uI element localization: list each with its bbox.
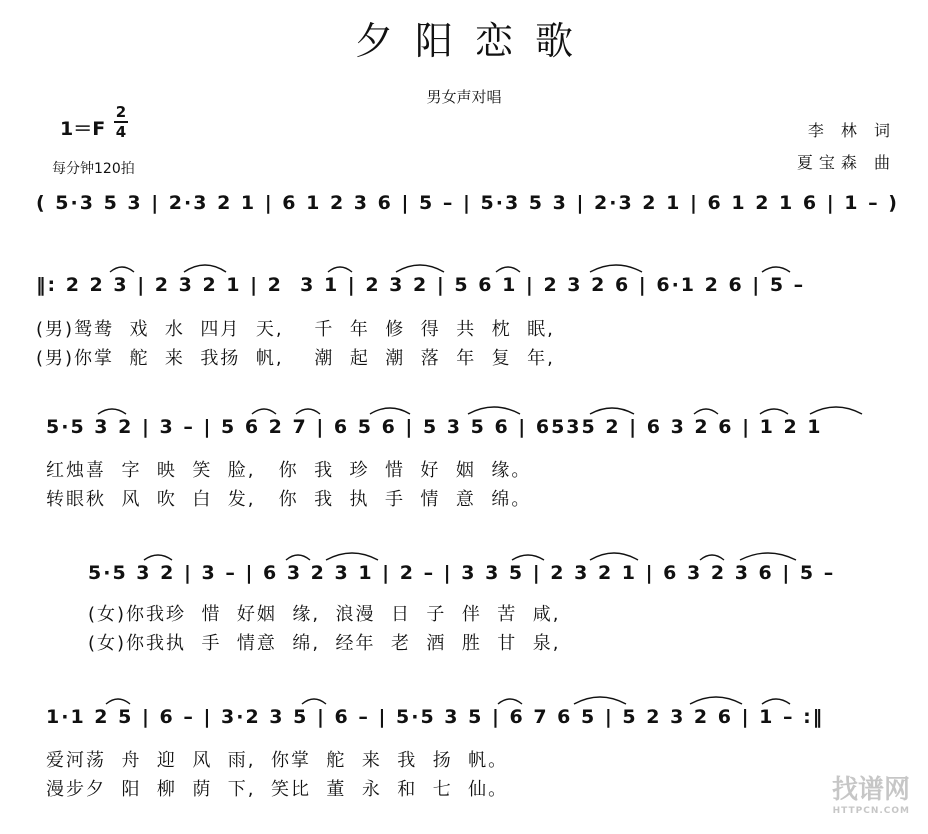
slur-arc <box>590 408 634 414</box>
slur-arc <box>370 408 410 414</box>
watermark-sub: HTTPCN.COM <box>832 806 910 816</box>
slur-arc <box>328 267 352 272</box>
song-title: 夕阳恋歌 <box>354 19 595 63</box>
system-2-lyric-1: 红烛喜 字 映 笑 脸, 你 我 珍 惜 好 姻 缘。 <box>46 460 532 481</box>
slur-arc <box>498 699 522 704</box>
slur-arc <box>496 267 520 272</box>
song-subtitle: 男女声对唱 <box>426 88 502 106</box>
tempo-marking: 每分钟120拍 <box>52 161 135 177</box>
system-3-lyric-female-2: (女)你我执 手 情意 绵, 经年 老 酒 胜 甘 泉, <box>88 633 561 654</box>
system-1-lyric-male-1: (男)鸳鸯 戏 水 四月 天, 千 年 修 得 共 枕 眠, <box>36 319 555 340</box>
system-2-notation: 5·5 3 2 | 3 – | 5 6 2 7 | 6 5 6 | 5 3 5 6 | 6535 2 | 6 3 2 6 | 1 2 1 <box>46 416 823 438</box>
slur-arc <box>396 265 444 272</box>
system-4-notation: 1·1 2 5 | 6 – | 3·2 3 5 | 6 – | 5·5 3 5 | 6 7 6 5 | 5 2 3 2 6 | 1 – :‖ <box>46 706 825 728</box>
slur-arc <box>762 699 790 704</box>
slur-arc <box>144 555 172 560</box>
system-3-notation: 5·5 3 2 | 3 – | 6 3 2 3 1 | 2 – | 3 3 5 | 2 3 2 1 | 6 3 2 3 6 | 5 – <box>88 562 836 584</box>
slur-arc <box>574 697 626 704</box>
system-4-lyric-2: 漫步夕 阳 柳 荫 下, 笑比 董 永 和 七 仙。 <box>46 779 509 800</box>
system-1-notation: ‖: 2 2 3 | 2 3 2 1 | 2 3 1 | 2 3 2 | 5 6 1 | 2 3 2 6 | 6·1 2 6 | 5 – <box>36 274 806 296</box>
time-signature-bottom: 4 <box>115 123 127 141</box>
system-3-lyric-female-1: (女)你我珍 惜 好姻 缘, 浪漫 日 子 伴 苦 咸, <box>88 604 561 625</box>
slur-arc <box>302 699 326 704</box>
key-signature: 1＝F <box>60 118 106 140</box>
system-4-lyric-1: 爱河荡 舟 迎 风 雨, 你掌 舵 来 我 扬 帆。 <box>46 750 509 771</box>
slur-arc <box>286 555 310 560</box>
slur-arc <box>694 409 718 414</box>
slur-arc <box>762 267 790 272</box>
site-watermark <box>832 769 910 816</box>
slur-arc <box>296 409 320 414</box>
slur-arc <box>98 409 126 414</box>
slur-arc <box>326 553 378 560</box>
slur-arc <box>512 555 544 560</box>
slur-arc <box>810 407 862 414</box>
slur-arc <box>468 407 520 414</box>
slur-arc <box>184 265 226 272</box>
intro-notation: ( 5·3 5 3 | 2·3 2 1 | 6 1 2 3 6 | 5 – | 5·3 5 3 | 2·3 2 1 | 6 1 2 1 6 | 1 – ) <box>36 192 899 214</box>
slur-arc <box>700 555 724 560</box>
slur-arc <box>590 265 642 272</box>
slur-arc <box>110 267 134 272</box>
slur-arc <box>106 699 130 704</box>
system-2-lyric-2: 转眼秋 风 吹 白 发, 你 我 执 手 情 意 绵。 <box>46 489 532 510</box>
slur-arc <box>740 553 796 560</box>
slur-arc <box>590 553 638 560</box>
slur-arc <box>690 697 742 704</box>
composer-credit: 夏宝森 曲 <box>796 153 896 172</box>
lyricist-credit: 李 林 词 <box>807 121 896 140</box>
watermark-main: 找谱网 <box>831 775 910 805</box>
slur-arc <box>252 409 276 414</box>
system-1-lyric-male-2: (男)你掌 舵 来 我扬 帆, 潮 起 潮 落 年 复 年, <box>36 348 555 369</box>
slur-arc <box>760 409 788 414</box>
time-signature-top: 2 <box>115 103 127 121</box>
